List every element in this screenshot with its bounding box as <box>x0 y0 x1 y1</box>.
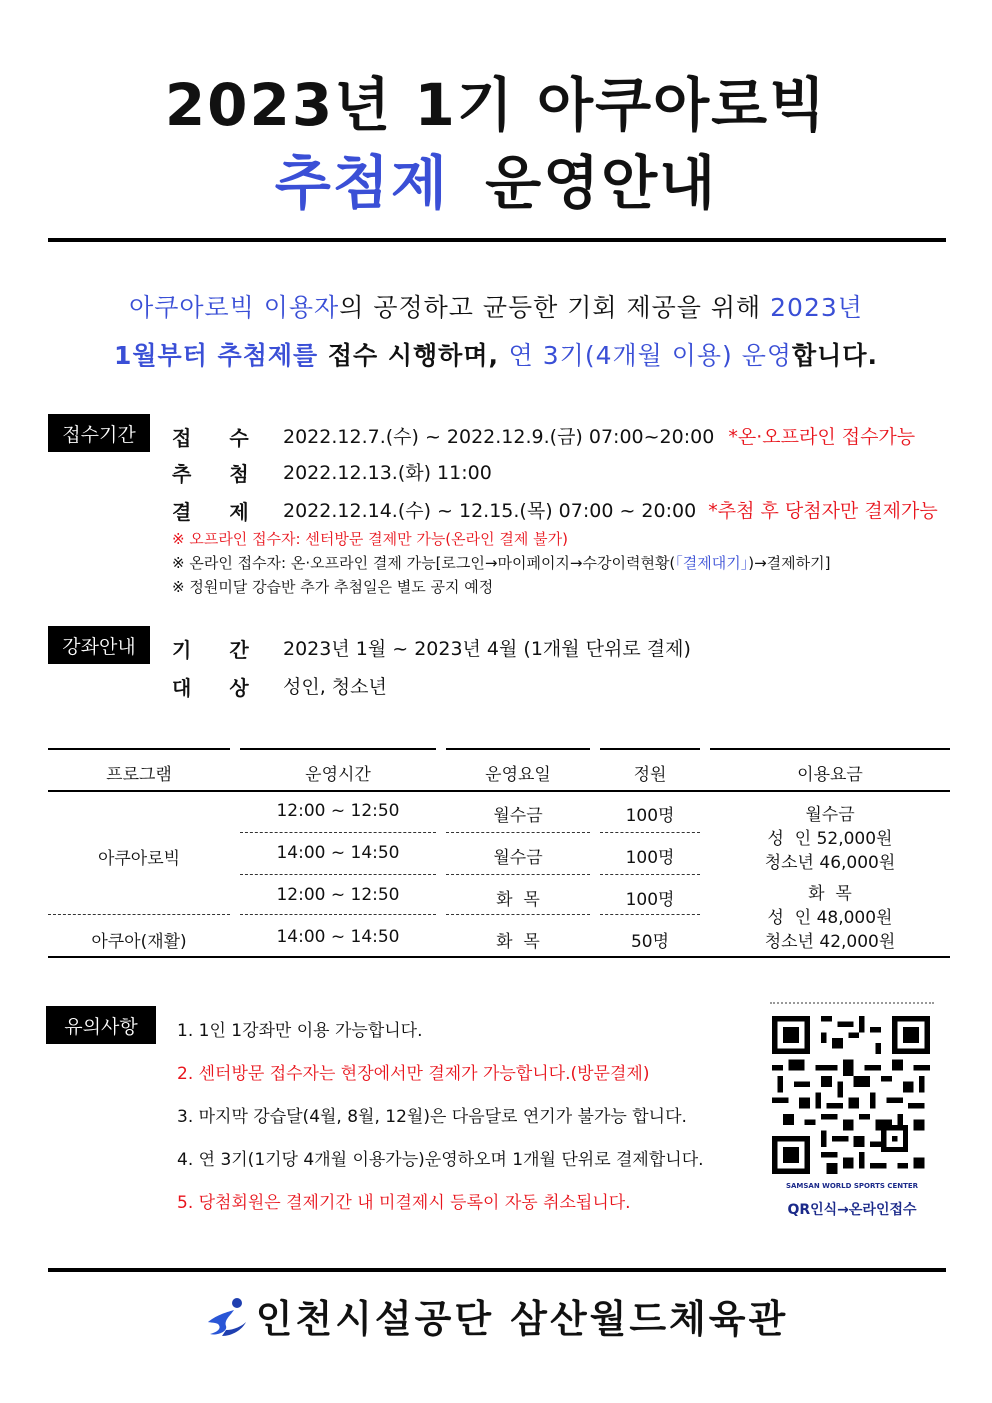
subtitle-highlight: 추첨제 <box>274 149 449 217</box>
table-header: 운영시간 <box>305 765 371 785</box>
notice-item-1: 1. 1인 1강좌만 이용 가능합니다. <box>177 1021 423 1041</box>
table-dash <box>240 874 436 875</box>
note-text: ※ 온라인 접수자: 온·오프라인 결제 가능[로그인→마이페이지→수강이력현황( <box>172 554 676 572</box>
course-label-1 <box>172 634 252 663</box>
table-rule <box>48 748 230 750</box>
label-char: 간 <box>229 638 249 662</box>
table-rule <box>48 790 950 792</box>
payment-note: *추첨 후 당첨자만 결제가능 <box>708 500 938 522</box>
table-header: 정원 <box>633 765 667 785</box>
table-dash <box>446 874 590 875</box>
table-rule <box>240 748 436 750</box>
fee-days: 화 목 <box>808 884 852 904</box>
table-rule <box>710 748 950 750</box>
row-time: 12:00 ~ 12:50 <box>276 885 400 905</box>
label-char: 수 <box>229 426 249 450</box>
row-days: 화 목 <box>496 890 540 910</box>
row-capacity: 100명 <box>625 848 675 868</box>
row-capacity: 100명 <box>625 890 675 910</box>
reception-label-3 <box>172 496 252 525</box>
fee-youth: 청소년 42,000원 <box>764 932 896 952</box>
intro-highlight-2: 2023년 <box>770 293 863 322</box>
qr-caption: QR인식→온라인접수 <box>787 1202 917 1218</box>
row-capacity: 50명 <box>630 932 670 952</box>
reception-note-extra: ※ 정원미달 강습반 추가 추첨일은 별도 공지 예정 <box>172 578 494 596</box>
row-days: 화 목 <box>496 932 540 952</box>
footer-org-name: 인천시설공단 삼산월드체육관 <box>255 1297 789 1341</box>
fee-youth: 청소년 46,000원 <box>764 853 896 873</box>
reception-tag: 접수기간 <box>48 414 150 452</box>
reception-value-3 <box>283 496 938 523</box>
fee-days: 월수금 <box>805 805 855 825</box>
qr-dots <box>770 1002 934 1004</box>
reception-value-2: 2022.12.13.(화) 11:00 <box>283 462 492 484</box>
label-char: 첨 <box>229 462 249 486</box>
title-divider <box>48 238 946 242</box>
reception-note: *온·오프라인 접수가능 <box>728 426 916 448</box>
payment-date: 2022.12.14.(수) ~ 12.15.(목) 07:00 ~ 20:00 <box>283 500 697 522</box>
label-char: 접 <box>172 426 192 450</box>
table-dash <box>48 914 230 915</box>
table-dash <box>446 832 590 833</box>
fee-adult: 성 인 52,000원 <box>767 829 893 849</box>
course-label-2 <box>172 672 252 701</box>
intro-highlight-3: 1월부터 추첨제를 <box>114 341 319 370</box>
intro-text-3: 합니다. <box>792 341 878 370</box>
qr-caption-small: SAMSAN WORLD SPORTS CENTER <box>785 1182 919 1190</box>
course-target: 성인, 청소년 <box>283 676 387 698</box>
label-char: 기 <box>172 638 192 662</box>
reception-note-online <box>172 552 831 573</box>
course-tag: 강좌안내 <box>48 626 150 664</box>
table-header: 이용요금 <box>797 765 863 785</box>
table-rule <box>600 748 700 750</box>
notice-item-4: 4. 연 3기(1기당 4개월 이용가능)운영하오며 1개월 단위로 결제합니다. <box>177 1150 704 1170</box>
note-text: )→결제하기] <box>748 554 831 572</box>
qr-code-icon[interactable] <box>772 1016 930 1174</box>
label-char: 대 <box>172 676 192 700</box>
page-title: 2023년 1기 아쿠아로빅 <box>164 71 828 139</box>
reception-label-2 <box>172 458 252 487</box>
intro-line-1 <box>0 288 992 324</box>
footer-org <box>0 1288 992 1343</box>
table-dash <box>600 914 700 915</box>
row-time: 14:00 ~ 14:50 <box>276 843 400 863</box>
reception-note-offline: ※ 오프라인 접수자: 센터방문 결제만 가능(온라인 결제 불가) <box>172 530 568 548</box>
logo-icon <box>204 1296 250 1338</box>
reception-label-1 <box>172 422 252 451</box>
row-days: 월수금 <box>493 806 543 826</box>
notice-tag: 유의사항 <box>46 1006 156 1044</box>
label-char: 제 <box>229 500 249 524</box>
program-name: 아쿠아(재활) <box>91 932 187 952</box>
label-char: 상 <box>229 676 249 700</box>
intro-highlight-1: 아쿠아로빅 이용자 <box>129 293 340 322</box>
label-char: 결 <box>172 500 192 524</box>
table-dash <box>446 914 590 915</box>
table-rule <box>48 956 950 958</box>
subtitle-rest: 운영안내 <box>485 149 718 217</box>
reception-date: 2022.12.7.(수) ~ 2022.12.9.(금) 07:00~20:00 <box>283 426 715 448</box>
table-dash <box>600 832 700 833</box>
intro-highlight-4: 연 3기(4개월 이용) 운영 <box>508 341 793 370</box>
reception-value-1 <box>283 422 915 449</box>
table-dash <box>240 832 436 833</box>
table-header: 프로그램 <box>106 765 172 785</box>
row-time: 12:00 ~ 12:50 <box>276 801 400 821</box>
table-header: 운영요일 <box>485 765 551 785</box>
row-time: 14:00 ~ 14:50 <box>276 927 400 947</box>
row-days: 월수금 <box>493 848 543 868</box>
table-dash <box>600 874 700 875</box>
course-period: 2023년 1월 ~ 2023년 4월 (1개월 단위로 결제) <box>283 638 691 660</box>
label-char: 추 <box>172 462 192 486</box>
notice-item-2: 2. 센터방문 접수자는 현장에서만 결제가 가능합니다.(방문결제) <box>177 1064 650 1084</box>
row-capacity: 100명 <box>625 806 675 826</box>
page-subtitle <box>0 136 992 220</box>
notice-item-3: 3. 마지막 강습달(4월, 8월, 12월)은 다음달로 연기가 불가능 합니다. <box>177 1107 687 1127</box>
note-highlight: 「결제대기」 <box>675 554 749 572</box>
fee-adult: 성 인 48,000원 <box>767 908 893 928</box>
footer-divider <box>48 1268 946 1272</box>
program-name: 아쿠아로빅 <box>97 849 181 869</box>
table-rule <box>446 748 590 750</box>
intro-text-1: 의 공정하고 균등한 기회 제공을 위해 <box>339 293 771 322</box>
notice-item-5: 5. 당첨회원은 결제기간 내 미결제시 등록이 자동 취소됩니다. <box>177 1193 631 1213</box>
table-dash <box>240 914 436 915</box>
intro-text-2: 접수 시행하며, <box>318 341 509 370</box>
intro-line-2 <box>0 336 992 372</box>
